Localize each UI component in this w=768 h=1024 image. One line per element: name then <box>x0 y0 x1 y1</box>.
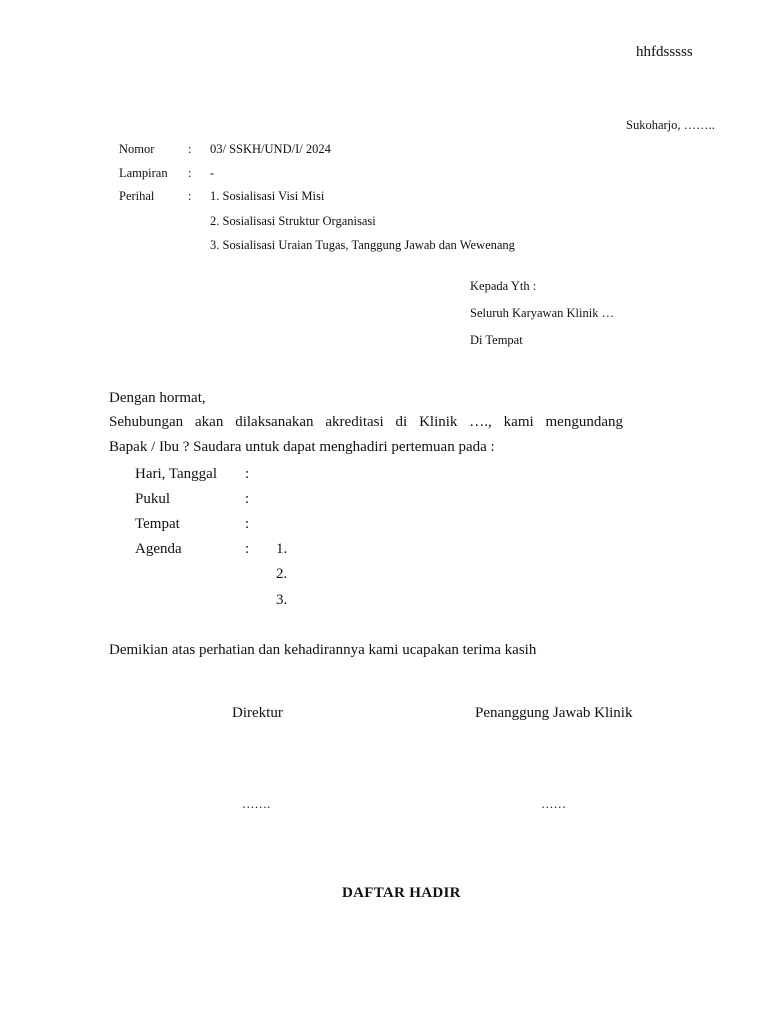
recipient-line: Di Tempat <box>470 333 523 347</box>
body-paragraph-line: Bapak / Ibu ? Saudara untuk dapat menghadiri pertemuan pada : <box>109 439 495 455</box>
detail-label: Pukul <box>135 491 171 507</box>
detail-label: Tempat <box>135 516 180 532</box>
detail-colon: : <box>245 491 250 507</box>
section-title: DAFTAR HADIR <box>342 885 461 901</box>
recipient-line: Seluruh Karyawan Klinik … <box>470 306 615 320</box>
perihal-item: 3. Sosialisasi Uraian Tugas, Tanggung Jawab dan Wewenang <box>210 238 515 252</box>
signature-name-left: ……. <box>242 797 271 811</box>
agenda-item: 2. <box>276 566 288 582</box>
detail-colon: : <box>245 541 250 557</box>
signature-title-right: Penanggung Jawab Klinik <box>475 705 633 721</box>
nomor-value: 03/ SSKH/UND/I/ 2024 <box>210 142 331 156</box>
closing-text: Demikian atas perhatian dan kehadirannya kami ucapakan terima kasih <box>109 642 537 658</box>
nomor-colon: : <box>188 142 192 156</box>
lampiran-colon: : <box>188 166 192 180</box>
perihal-item: 2. Sosialisasi Struktur Organisasi <box>210 214 376 228</box>
lampiran-value: - <box>210 166 215 180</box>
signature-name-right: …… <box>541 797 566 811</box>
header-code: hhfdsssss <box>636 44 693 60</box>
greeting: Dengan hormat, <box>109 390 206 406</box>
perihal-item: 1. Sosialisasi Visi Misi <box>210 189 325 203</box>
agenda-item: 3. <box>276 592 288 608</box>
detail-colon: : <box>245 516 250 532</box>
agenda-item: 1. <box>276 541 288 557</box>
lampiran-label: Lampiran <box>119 166 168 180</box>
body-paragraph-line: Sehubungan akan dilaksanakan akreditasi di Klinik …., kami mengundang <box>109 414 623 430</box>
perihal-colon: : <box>188 189 192 203</box>
nomor-label: Nomor <box>119 142 155 156</box>
perihal-label: Perihal <box>119 189 155 203</box>
signature-title-left: Direktur <box>232 705 283 721</box>
detail-colon: : <box>245 466 250 482</box>
place-date: Sukoharjo, …….. <box>626 118 715 132</box>
recipient-line: Kepada Yth : <box>470 279 537 293</box>
detail-label: Hari, Tanggal <box>135 466 217 482</box>
detail-label: Agenda <box>135 541 182 557</box>
